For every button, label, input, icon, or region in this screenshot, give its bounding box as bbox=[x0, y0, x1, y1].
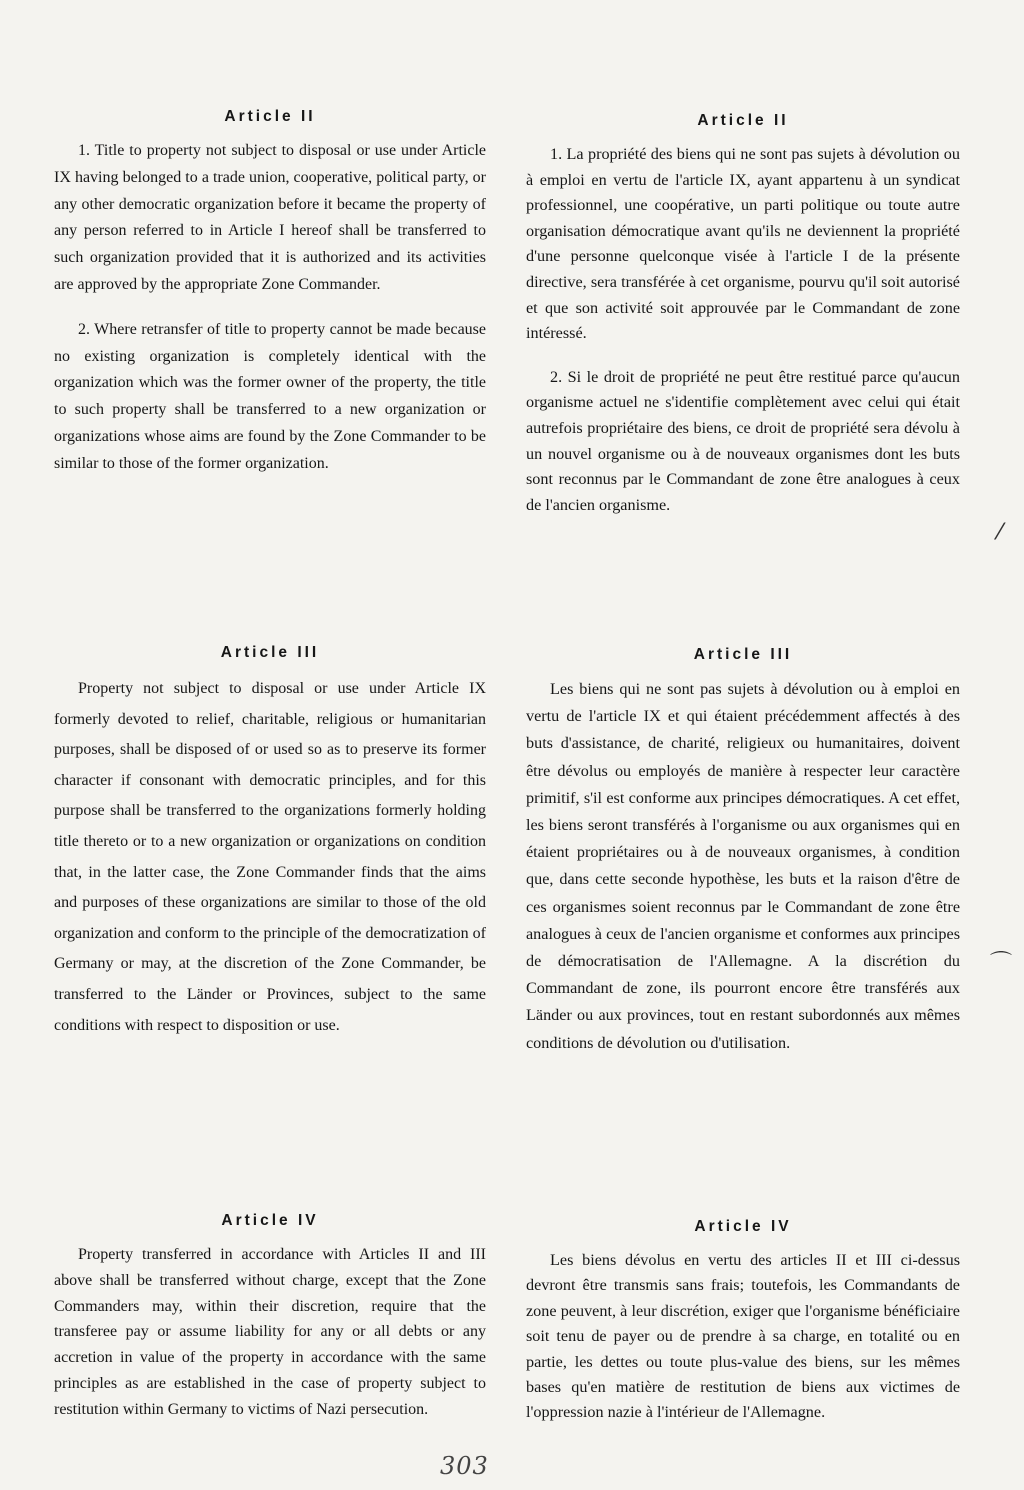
en-article-2-heading: Article II bbox=[224, 108, 316, 125]
en-article-2 bbox=[54, 108, 486, 496]
fr-article-4-para-1: Les biens dévolus en vertu des articles II et III ci-dessus devront être transmis sans frais; toutefois, les Commandants de zone peuvent, à leur discrétion, exiger que l'organisme bénéficiaire soit tenu de payer ou de prendre à sa charge, en totalité ou en partie, les dettes ou toute plus-value des biens, sur les mêmes bases qu'en matière de restitution de biens aux victimes de l'oppression nazie à l'intérieur de l'Allemagne. bbox=[526, 1251, 960, 1422]
fr-article-2 bbox=[526, 112, 960, 536]
en-article-4-para-1: Property transferred in accordance with Articles II and III above shall be transferred without charge, except that the Zone Commanders may, within their discretion, require that the transferee pay or assume liability for any or all debts or any accretion in value of the property in accordance with the same principles as are established in the case of property subject to restitution within Germany to victims of Nazi persecution. bbox=[54, 1246, 486, 1418]
fr-article-3-para-1: Les biens qui ne sont pas sujets à dévolution ou à emploi en vertu de l'article IX et qui étaient précédemment affectés à des buts d'assistance, de charité, religieux ou humanitaires, doivent être dévolus ou employés de manière à respecter leur caractère primitif, s'il est conforme aux principes démocratiques. A cet effet, les biens seront transférés à l'organisme ou aux organismes qui en étaient propriétaires ou à de nouveaux organismes, à condition que, dans cette seconde hypothèse, les buts et la raison d'être de ces organismes soient reconnus par le Commandant de zone être analogues à ceux de l'ancien organisme et conformes aux principes de démocratisation de l'Allemagne. A la discrétion du Commandant de zone, ils pourront encore être transférés aux Länder ou aux provinces, tout en restant subordonnés aux mêmes conditions de dévolution ou d'utilisation. bbox=[526, 680, 960, 1052]
handwritten-page-number: 303 bbox=[440, 1452, 489, 1480]
fr-article-4-heading: Article IV bbox=[694, 1218, 792, 1235]
en-article-2-para-1: 1. Title to property not subject to disposal or use under Article IX having belonged to a trade union, cooperative, political party, or any other democratic organization before it became the property of any person referred to in Article I hereof shall be transferred to such organization provided that it is authorized and its activities are approved by the appropriate Zone Commander. bbox=[54, 142, 486, 293]
fr-article-2-para-1: 1. La propriété des biens qui ne sont pas sujets à dévolution ou à emploi en vertu de l'article IX, ayant appartenu à un syndicat professionnel, une coopérative, un parti politique ou toute autre organisation démocratique avant qu'ils ne deviennent la propriété d'une personne quelconque visée à l'article I de la présente directive, sera transférée à cet organisme, pourvu qu'il soit autorisé et que son activité soit approuvée par le Commandant de zone intéressé. bbox=[526, 145, 960, 343]
fr-article-2-heading: Article II bbox=[697, 112, 789, 129]
en-article-4-heading: Article IV bbox=[221, 1212, 319, 1229]
fr-article-2-para-2: 2. Si le droit de propriété ne peut être restitué parce qu'aucun organisme actuel ne s'identifie complètement avec celui qui était autrefois propriétaire des biens, ce droit de propriété sera dévolu à un nouvel organisme ou à de nouveaux organismes dont les buts sont reconnus par le Commandant de zone être analogues à ceux de l'ancien organisme. bbox=[526, 367, 960, 514]
margin-pencil-mark: ⁄ bbox=[998, 520, 1002, 545]
en-article-4 bbox=[54, 1212, 486, 1441]
fr-article-3-heading: Article III bbox=[693, 646, 793, 663]
en-article-2-para-2: 2. Where retransfer of title to property cannot be made because no existing organization is completely identical with the organization which was the former owner of the property, the title to such property shall be transferred to a new organization or organizations whose aims are found by the Zone Commander to be similar to those of the former organization. bbox=[54, 320, 486, 472]
en-article-3 bbox=[54, 644, 486, 1059]
en-article-3-para-1: Property not subject to disposal or use under Article IX formerly devoted to relief, charitable, religious or humanitarian purposes, shall be disposed of or used so as to preserve its former character if consonant with democratic principles, and for this purpose shall be transferred to the organizations formerly holding title thereto or to a new organization or organizations on condition that, in the latter case, the Zone Commander finds that the aims and purposes of these organizations are similar to those of the old organization and conform to the principle of the democratization of Germany or may, at the discretion of the Zone Commander, be transferred to the Länder or Provinces, subject to the same conditions with respect to disposition or use. bbox=[54, 680, 486, 1034]
fr-article-3 bbox=[526, 646, 960, 1075]
fr-article-4 bbox=[526, 1218, 960, 1444]
en-article-3-heading: Article III bbox=[220, 644, 320, 661]
margin-pencil-mark: ⌒ bbox=[990, 951, 1013, 976]
